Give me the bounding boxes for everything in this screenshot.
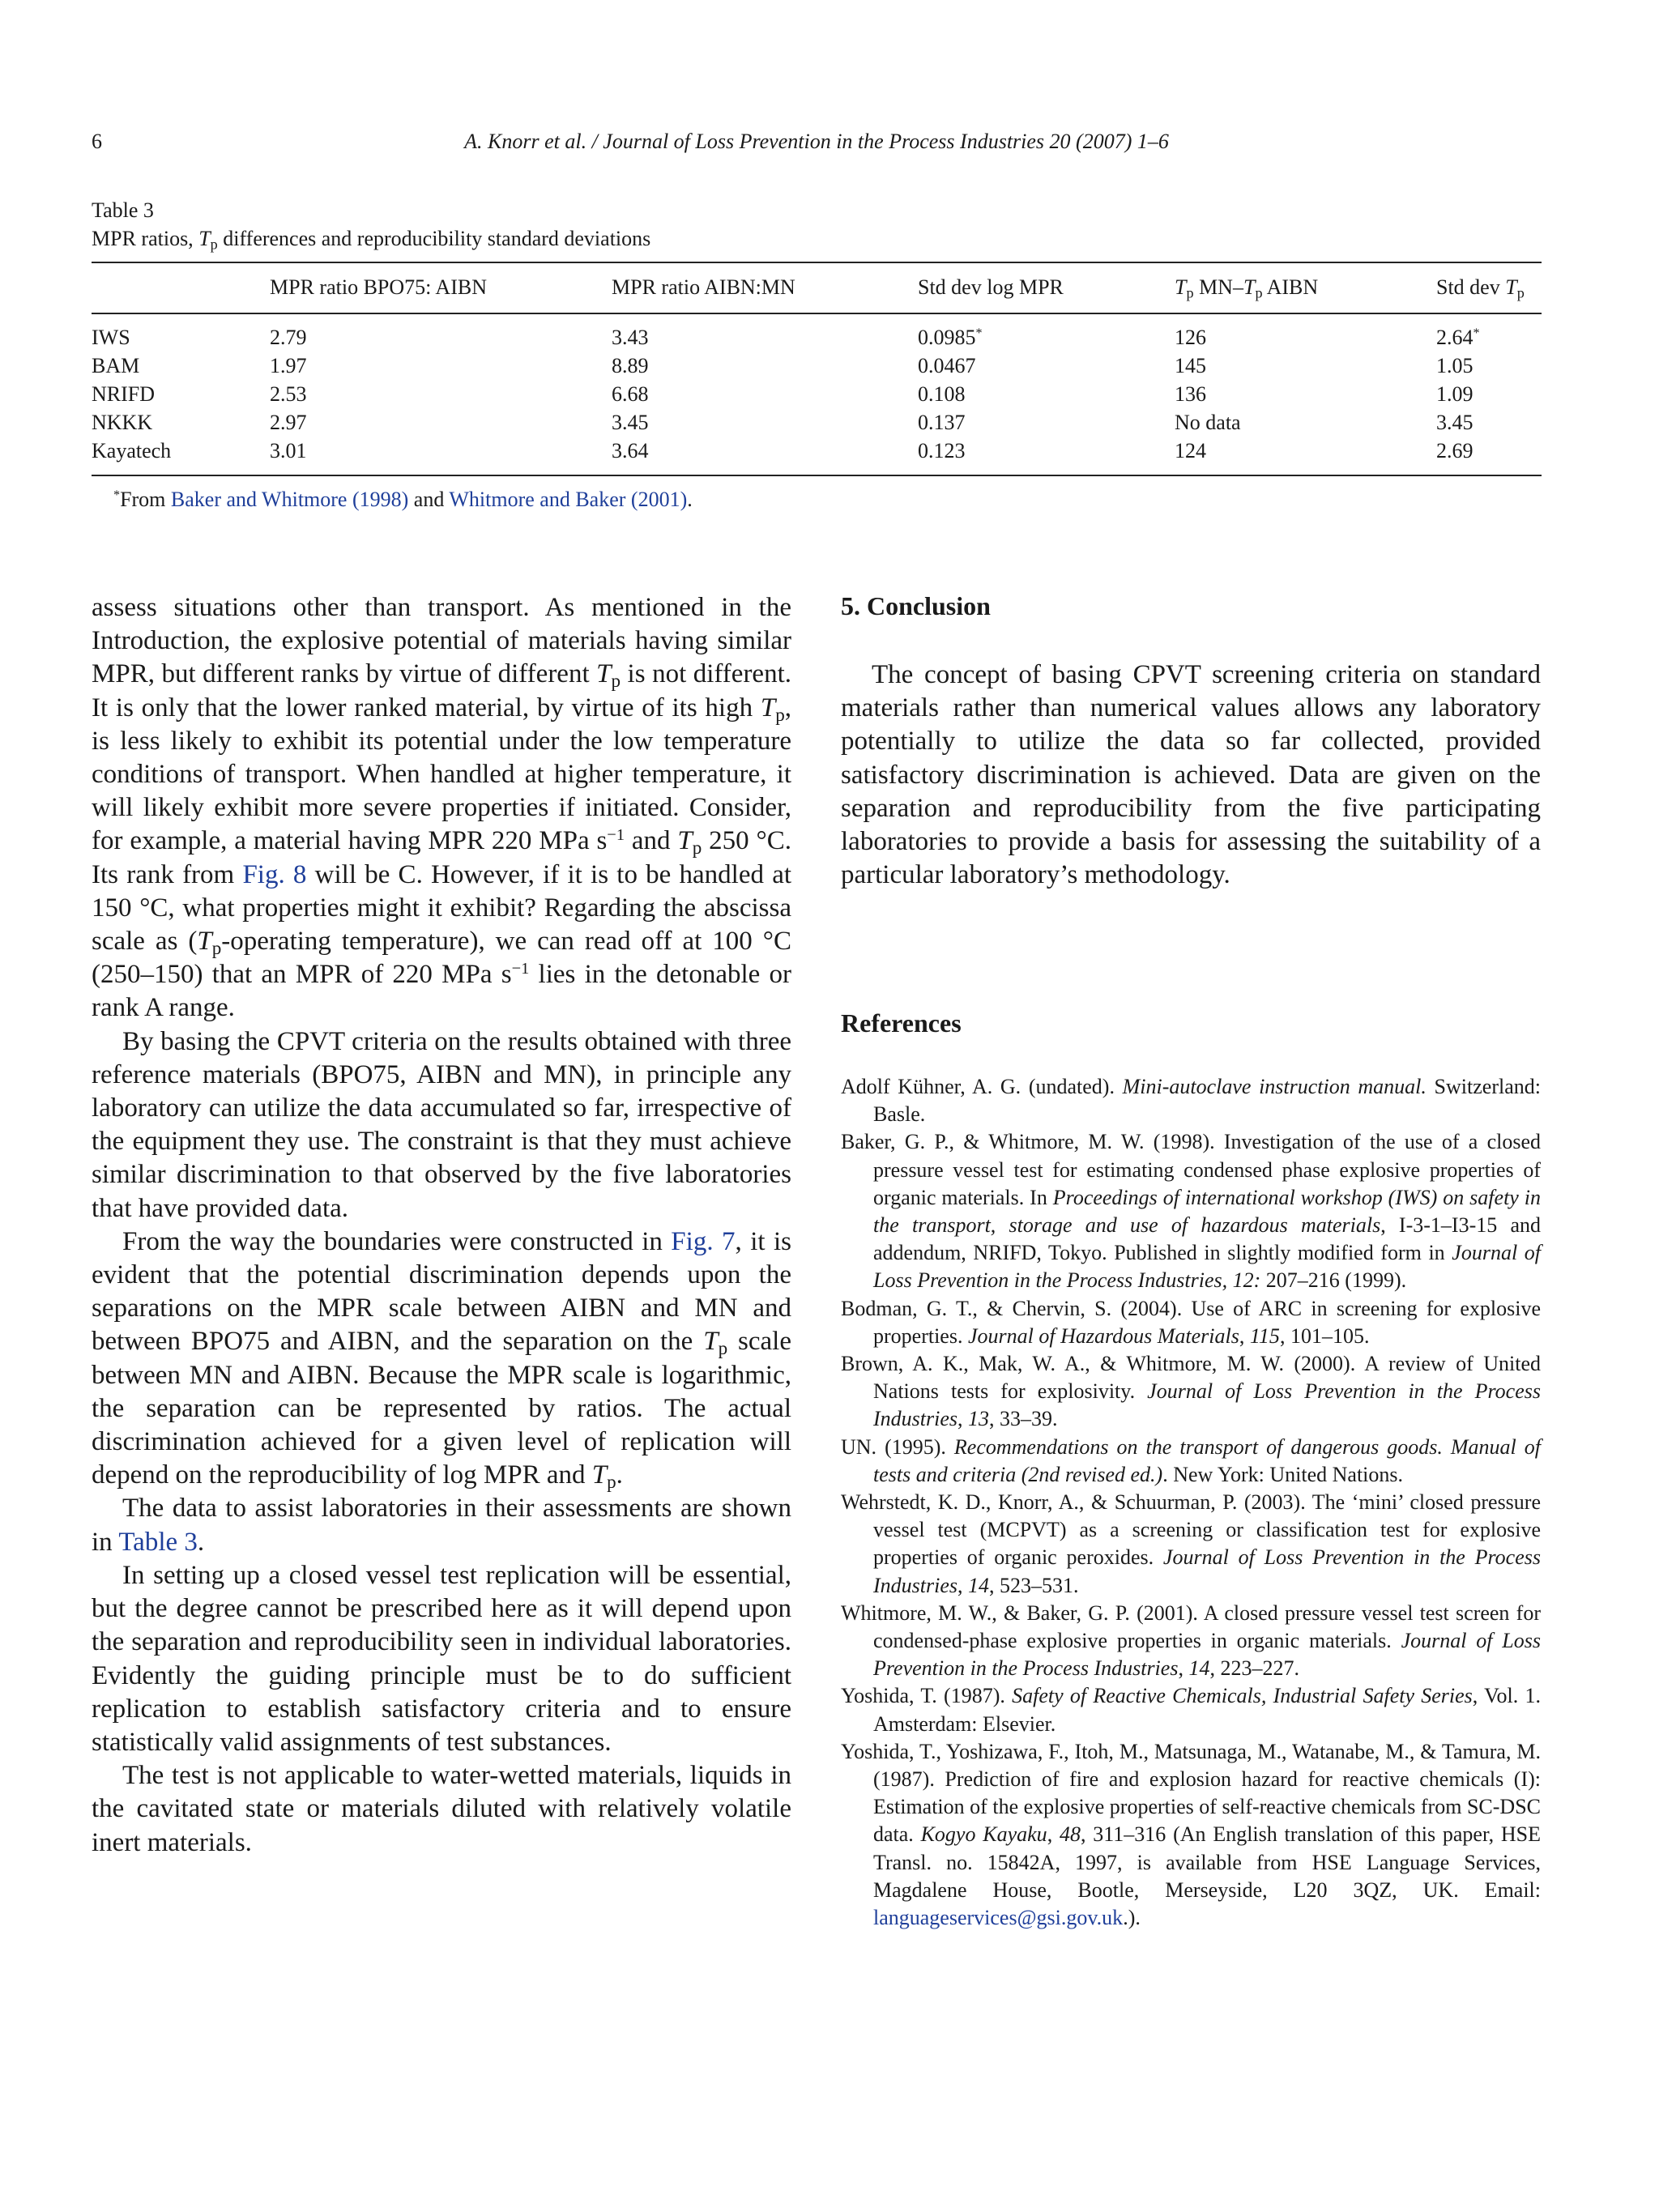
reference-item: Wehrstedt, K. D., Knorr, A., & Schuurman, P. (2003). The ‘mini’ closed pressure vessel test (MCPVT) as a screening or classification test for explosive properties of organic peroxides. Journal of Loss Prevention in the Process Industries, 14, 523–531. — [841, 1490, 1541, 1597]
cell: 124 — [1175, 439, 1206, 462]
paragraph-4: The data to assist laboratories in their assessments are shown in Table 3. — [92, 1494, 791, 1557]
col-header-bpo75-aibn: MPR ratio BPO75: AIBN — [270, 275, 487, 299]
cell: 0.108 — [918, 382, 966, 406]
row-label: BAM — [92, 354, 140, 377]
cell: 0.0467 — [918, 354, 976, 377]
page-number: 6 — [92, 130, 102, 153]
cell: 2.53 — [270, 382, 307, 406]
reference-item: Yoshida, T., Yoshizawa, F., Itoh, M., Matsunaga, M., Watanabe, M., & Tamura, M. (1987). Prediction of fire and explosion hazard for reactive chemicals (I): Estimation of the explosive properties of self-reactive chemicals from SC-DSC data. Kogyo Kayaku, 48, 311–316 (An English translation of this paper, HSE Transl. no. 15842A, 1997, is available from HSE Language Services, Magdalene House, Bootle, Merseyside, L20 3QZ, UK. Email: languageservices@gsi.gov.uk.). — [841, 1739, 1541, 1930]
paragraph-6: The test is not applicable to water-wetted materials, liquids in the cavitated state or materials diluted with relatively volatile inert materials. — [92, 1761, 791, 1857]
row-label: IWS — [92, 326, 130, 349]
references-list — [841, 1073, 1541, 1932]
citation-link-whitmore-baker-2001[interactable]: Whitmore and Baker (2001) — [449, 488, 688, 511]
row-label: NRIFD — [92, 382, 156, 406]
table-header-row — [92, 275, 1542, 304]
reference-item: Bodman, G. T., & Chervin, S. (2004). Use of ARC in screening for explosive properties. Journal of Hazardous Materials, 115, 101–105. — [841, 1296, 1541, 1348]
table-bottom-rule — [92, 475, 1542, 476]
table-row — [92, 439, 1542, 467]
cell: 3.43 — [612, 326, 649, 349]
reference-item: UN. (1995). Recommendations on the transport of dangerous goods. Manual of tests and criteria (2nd revised ed.). New York: United Nations. — [841, 1434, 1541, 1486]
table-row — [92, 326, 1542, 354]
cell: 2.64* — [1436, 326, 1480, 349]
cell: 145 — [1175, 354, 1206, 377]
cell: No data — [1175, 411, 1241, 434]
cell: 3.45 — [1436, 411, 1473, 434]
cell: 2.79 — [270, 326, 307, 349]
col-header-aibn-mn: MPR ratio AIBN:MN — [612, 275, 795, 299]
table-link-table3[interactable]: Table 3 — [118, 1527, 198, 1557]
citation-link-baker-whitmore-1998[interactable]: Baker and Whitmore (1998) — [170, 488, 409, 511]
table-top-rule — [92, 262, 1542, 263]
table-row — [92, 411, 1542, 439]
table-label: Table 3 — [92, 198, 154, 222]
cell: 1.09 — [1436, 382, 1473, 406]
cell: 8.89 — [612, 354, 649, 377]
cell: 126 — [1175, 326, 1206, 349]
table-title: MPR ratios, $T_p$ differences and reproducibility standard deviations — [92, 227, 651, 253]
paragraph-1: assess situations other than transport. As mentioned in the Introduction, the explosive potential of materials having similar MPR, but different ranks by virtue of different $T_p$ is not different. It is only that the lower ranked material, by virtue of its high $T_p$, is less likely to exhibit its potential under the low temperature conditions of transport. When handled at higher temperature, it will likely exhibit more severe properties if initiated. Consider, for example, a material having MPR 220 MPa $s^{-1}$ and $T_p$ 250 °C. Its rank from Fig. 8 will be C. However, if it is to be handled at 150 °C, what properties might it exhibit? Regarding the abscissa scale as ($T_p$-operating temperature), we can read off at 100 °C (250–150) that an MPR of 220 MPa $s^{-1}$ lies in the detonable or rank A range. — [92, 593, 792, 1023]
conclusion-text: The concept of basing CPVT screening criteria on standard materials rather than numerical values allows any laboratory potentially to utilize the data so far collected, provided satisfactory discrimination is achieved. Data are given on the separation and reproducibility from the five participating laboratories to provide a basis for assessing the suitability of a particular laboratory’s methodology. — [841, 660, 1541, 890]
cell: 6.68 — [612, 382, 649, 406]
cell: 1.97 — [270, 354, 307, 377]
table-row — [92, 354, 1542, 382]
row-label: Kayatech — [92, 439, 172, 462]
left-column-body — [92, 591, 791, 1860]
cell: 3.45 — [612, 411, 649, 434]
table-caption — [92, 196, 650, 253]
page-header — [92, 130, 1542, 162]
cell: 3.64 — [612, 439, 649, 462]
cell: 136 — [1175, 382, 1206, 406]
reference-item: Yoshida, T. (1987). Safety of Reactive Chemicals, Industrial Safety Series, Vol. 1. Amsterdam: Elsevier. — [841, 1684, 1541, 1736]
email-link[interactable]: languageservices@gsi.gov.uk — [873, 1906, 1124, 1930]
reference-item: Whitmore, M. W., & Baker, G. P. (2001). A closed pressure vessel test screen for condensed-phase explosive properties in organic materials. Journal of Loss Prevention in the Process Industries, 14, 223–227. — [841, 1600, 1541, 1681]
cell: 0.123 — [918, 439, 966, 462]
table-row — [92, 382, 1542, 411]
cell: 3.01 — [270, 439, 307, 462]
figure-link-fig7[interactable]: Fig. 7 — [671, 1226, 736, 1256]
paragraph-5: In setting up a closed vessel test replication will be essential, but the degree cannot be prescribed here as it will depend upon the separation and reproducibility seen in individual laboratories. Evidently the guiding principle must be to do sufficient replication to establish satisfactory criteria and to ensure statistically valid assignments of test substances. — [92, 1560, 791, 1757]
cell: 0.137 — [918, 411, 966, 434]
paragraph-3: From the way the boundaries were constructed in Fig. 7, it is evident that the potential discrimination depends upon the separations on the MPR scale between AIBN and MN and between BPO75 and AIBN, and the separation on the $T_p$ scale between MN and AIBN. Because the MPR scale is logarithmic, the separation can be represented by ratios. The actual discrimination achieved for a given level of replication will depend on the reproducibility of log MPR and $T_p$. — [92, 1226, 791, 1493]
table-footnote: *From Baker and Whitmore (1998) and Whitmore and Baker (2001). — [113, 488, 693, 511]
paragraph-2: By basing the CPVT criteria on the results obtained with three reference materials (BPO75, AIBN and MN), in principle any laboratory can utilize the data accumulated so far, irrespective of the equipment they use. The constraint is that they must achieve similar discrimination to that observed by the five laboratories that have provided data. — [92, 1026, 791, 1223]
reference-item: Baker, G. P., & Whitmore, M. W. (1998). Investigation of the use of a closed pressure vessel test for estimating condensed phase explosive properties of organic materials. In Proceedings of international workshop (IWS) on safety in the transport, storage and use of hazardous materials, I-3-1–I3-15 and addendum, NRIFD, Tokyo. Published in slightly modified form in Journal of Loss Prevention in the Process Industries, 12: 207–216 (1999). — [841, 1130, 1541, 1293]
reference-item: Brown, A. K., Mak, W. A., & Whitmore, M. W. (2000). A review of United Nations tests for explosivity. Journal of Loss Prevention in the Process Industries, 13, 33–39. — [841, 1352, 1541, 1431]
col-header-std-tp: Std dev $T_p$ — [1436, 275, 1525, 301]
cell: 0.0985* — [918, 326, 983, 349]
figure-link-fig8[interactable]: Fig. 8 — [242, 859, 307, 889]
table-header-rule — [92, 313, 1542, 314]
references-heading: References — [841, 1008, 962, 1038]
reference-item: Adolf Kühner, A. G. (undated). Mini-autoclave instruction manual. Switzerland: Basle. — [841, 1075, 1541, 1127]
col-header-tp-diff: $T_p$ $MN-T_p$ AIBN — [1175, 275, 1319, 301]
col-header-std-log-mpr: Std dev log MPR — [918, 275, 1064, 299]
row-label: NKKK — [92, 411, 153, 434]
conclusion-heading: 5. Conclusion — [841, 591, 991, 620]
cell: 1.05 — [1436, 354, 1473, 377]
running-head: A. Knorr et al. / Journal of Loss Prevention in the Process Industries 20 (2007) 1–6 — [464, 130, 1169, 153]
cell: 2.69 — [1436, 439, 1473, 462]
cell: 2.97 — [270, 411, 307, 434]
